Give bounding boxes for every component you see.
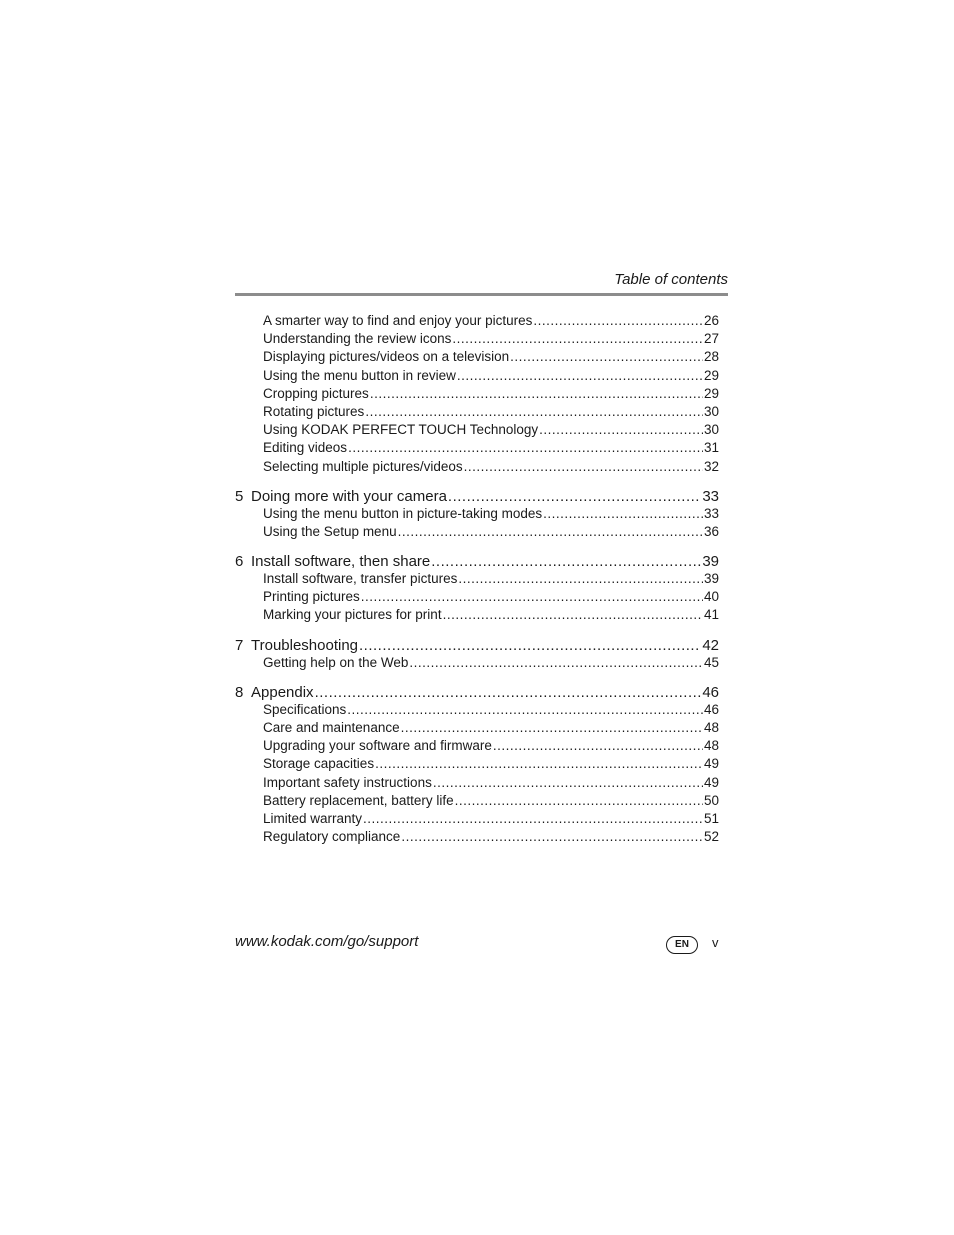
- dot-leader: [493, 737, 703, 755]
- toc-chapter-page: 33: [702, 487, 719, 505]
- toc-entry-page: 46: [703, 701, 719, 717]
- dot-leader: [361, 588, 703, 606]
- toc-chapter-page: 39: [702, 553, 719, 571]
- toc-entry-label: A smarter way to find and enjoy your pictures: [263, 313, 533, 328]
- header-rule: [235, 293, 728, 296]
- toc-entry-label: Marking your pictures for print: [263, 607, 442, 623]
- toc-chapter-label: [235, 683, 314, 703]
- toc-entry[interactable]: [235, 654, 719, 672]
- dot-leader: [457, 367, 703, 385]
- dot-leader: [464, 458, 703, 476]
- toc-entry-label: Understanding the review icons: [263, 331, 452, 347]
- toc-entry-label: Upgrading your software and firmware: [263, 738, 492, 754]
- toc-chapter-5[interactable]: [235, 487, 719, 507]
- toc-entry-page: 32: [703, 458, 719, 474]
- toc-entry-page: 29: [703, 385, 719, 401]
- footer-support-url[interactable]: www.kodak.com/go/support: [235, 933, 419, 950]
- toc-entry[interactable]: [235, 348, 719, 366]
- toc-entry-page: 30: [703, 403, 719, 419]
- chapter-title: Doing more with your camera: [251, 487, 447, 505]
- toc-chapter-page: 46: [702, 683, 719, 701]
- toc-entry-label: Limited warranty: [263, 810, 363, 826]
- toc-entry[interactable]: [235, 774, 719, 792]
- toc-entry-label: Using the Setup menu: [263, 523, 397, 539]
- dot-leader: [315, 683, 702, 703]
- toc-entry-page: 48: [703, 720, 719, 735]
- dot-leader: [348, 439, 703, 457]
- chapter-number: 8: [235, 683, 244, 701]
- chapter-title: Appendix: [251, 683, 314, 701]
- toc-entry-label: Using KODAK PERFECT TOUCH Technology: [263, 422, 539, 438]
- toc-entry-label: Install software, transfer pictures: [263, 571, 458, 587]
- toc-entry-page: 45: [703, 654, 719, 670]
- toc-entry-page: 40: [703, 589, 719, 605]
- toc-entry[interactable]: [235, 737, 719, 755]
- toc-entry-page: 51: [703, 810, 719, 826]
- toc-entry[interactable]: [235, 421, 719, 439]
- toc-entry-label: Rotating pictures: [263, 403, 365, 419]
- toc-entry[interactable]: [235, 755, 719, 773]
- toc-entry-page: 27: [703, 331, 719, 347]
- toc-entry-label: Using the menu button in review: [263, 367, 456, 383]
- toc-entry-label: Using the menu button in picture-taking modes: [263, 505, 543, 521]
- toc-chapter-label: [235, 487, 447, 507]
- dot-leader: [539, 421, 703, 439]
- toc-entry-label: Important safety instructions: [263, 774, 432, 790]
- toc-entry-page: 29: [703, 367, 719, 383]
- dot-leader: [363, 810, 703, 828]
- toc-entry-label: Specifications: [263, 701, 347, 717]
- dot-leader: [359, 636, 701, 656]
- header-title: Table of contents: [614, 271, 728, 288]
- toc-entry[interactable]: [235, 828, 719, 846]
- toc-entry-page: 49: [703, 756, 719, 772]
- toc-entry-label: Cropping pictures: [263, 385, 369, 401]
- dot-leader: [455, 792, 703, 810]
- dot-leader: [347, 701, 703, 719]
- toc-entry[interactable]: [235, 505, 719, 523]
- chapter-number: 6: [235, 553, 244, 571]
- toc-entry-label: Storage capacities: [263, 756, 375, 772]
- table-of-contents: [235, 312, 719, 846]
- dot-leader: [458, 570, 703, 588]
- chapter-title: Install software, then share: [251, 553, 431, 571]
- toc-entry-page: 39: [703, 571, 719, 587]
- toc-entry-label: Care and maintenance: [263, 720, 400, 735]
- toc-entry-page: 28: [703, 349, 719, 365]
- toc-chapter-6[interactable]: [235, 552, 719, 572]
- toc-entry-page: 26: [703, 313, 719, 328]
- toc-entry[interactable]: [235, 330, 719, 348]
- dot-leader: [375, 755, 703, 773]
- dot-leader: [409, 654, 703, 672]
- toc-entry[interactable]: [235, 792, 719, 810]
- toc-entry[interactable]: [235, 403, 719, 421]
- dot-leader: [431, 552, 701, 572]
- toc-entry-page: 41: [703, 607, 719, 623]
- toc-entry[interactable]: [235, 439, 719, 457]
- dot-leader: [510, 348, 703, 366]
- dot-leader: [401, 719, 703, 737]
- dot-leader: [398, 523, 703, 541]
- toc-entry-page: 36: [703, 523, 719, 539]
- toc-entry[interactable]: [235, 367, 719, 385]
- toc-entry-label: Getting help on the Web: [263, 654, 409, 670]
- chapter-number: 5: [235, 487, 244, 505]
- toc-entry[interactable]: [235, 523, 719, 541]
- toc-entry[interactable]: [235, 588, 719, 606]
- page-number: v: [712, 935, 719, 950]
- dot-leader: [365, 403, 703, 421]
- toc-chapter-8[interactable]: [235, 683, 719, 703]
- toc-entry[interactable]: [235, 810, 719, 828]
- dot-leader: [401, 828, 703, 846]
- toc-entry[interactable]: [235, 312, 719, 330]
- toc-entry-page: 49: [703, 774, 719, 790]
- dot-leader: [533, 312, 703, 330]
- toc-entry-label: Selecting multiple pictures/videos: [263, 458, 463, 474]
- toc-entry-page: 30: [703, 422, 719, 438]
- toc-entry[interactable]: [235, 385, 719, 403]
- toc-entry-label: Regulatory compliance: [263, 829, 401, 845]
- dot-leader: [443, 606, 703, 624]
- toc-entry-label: Printing pictures: [263, 589, 360, 605]
- toc-entry[interactable]: [235, 458, 719, 476]
- toc-entry-label: Battery replacement, battery life: [263, 792, 454, 808]
- chapter-number: 7: [235, 636, 244, 654]
- dot-leader: [543, 505, 703, 523]
- toc-entry[interactable]: [235, 606, 719, 624]
- dot-leader: [433, 774, 703, 792]
- toc-entry-page: 31: [703, 440, 719, 456]
- toc-entry-page: 52: [703, 829, 719, 845]
- toc-entry-page: 48: [703, 738, 719, 754]
- toc-entry-page: 50: [703, 792, 719, 808]
- toc-chapter-page: 42: [702, 636, 719, 654]
- dot-leader: [452, 330, 703, 348]
- language-badge: EN: [666, 936, 698, 954]
- toc-entry[interactable]: [235, 701, 719, 719]
- dot-leader: [370, 385, 703, 403]
- toc-entry-page: 33: [703, 505, 719, 521]
- toc-chapter-label: [235, 636, 358, 656]
- toc-entry-label: Editing videos: [263, 440, 348, 456]
- chapter-title: Troubleshooting: [251, 636, 359, 654]
- toc-entry[interactable]: [235, 570, 719, 588]
- dot-leader: [448, 487, 701, 507]
- toc-chapter-7[interactable]: [235, 636, 719, 656]
- toc-entry-label: Displaying pictures/videos on a television: [263, 349, 510, 365]
- toc-entry[interactable]: [235, 719, 719, 737]
- toc-chapter-label: [235, 552, 430, 572]
